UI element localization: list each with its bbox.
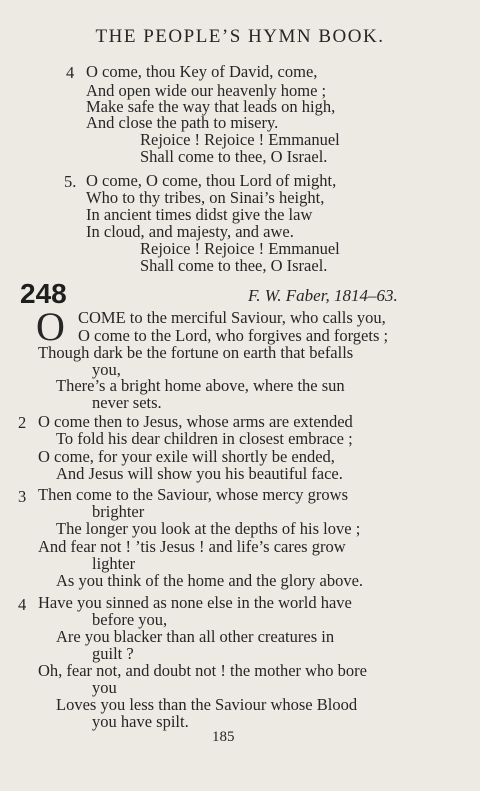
verse-line: Who to thy tribes, on Sinai’s height,: [86, 188, 325, 207]
verse-line: To fold his dear children in closest embrace ;: [56, 429, 353, 448]
verse-line: before you,: [92, 610, 168, 629]
verse-line: O come to the Lord, who forgives and forgets ;: [78, 326, 389, 345]
verse-line: O come, for your exile will shortly be ended,: [38, 447, 335, 466]
page-number: 185: [212, 729, 235, 745]
verse-line: Though dark be the fortune on earth that befalls: [38, 343, 354, 362]
verse-line: you have spilt.: [92, 712, 189, 731]
hymn-number: 248: [20, 278, 67, 309]
refrain-line: Shall come to thee, O Israel.: [140, 147, 328, 166]
hymn-author: F. W. Faber, 1814–63.: [248, 286, 398, 305]
verse-line: guilt ?: [92, 644, 134, 663]
verse-line: Oh, fear not, and doubt not ! the mother who bore: [38, 661, 368, 680]
verse-line: you: [92, 678, 117, 697]
verse-number: 5.: [64, 172, 77, 191]
drop-cap: O: [36, 304, 65, 349]
verse-line: Are you blacker than all other creatures in: [56, 627, 335, 646]
refrain-line: Rejoice ! Rejoice ! Emmanuel: [140, 130, 340, 149]
verse-line: The longer you look at the depths of his love ;: [56, 519, 361, 538]
verse-number: 4: [66, 63, 75, 82]
verse-line: lighter: [92, 554, 136, 573]
verse-line: And Jesus will show you his beautiful face.: [56, 464, 343, 483]
verse-number: 2: [18, 413, 27, 432]
refrain-line: Rejoice ! Rejoice ! Emmanuel: [140, 239, 340, 258]
verse-line: Have you sinned as none else in the world have: [38, 593, 352, 612]
verse-line: O come, thou Key of David, come,: [86, 62, 318, 81]
verse-line: There’s a bright home above, where the sun: [56, 376, 345, 395]
verse-line: In cloud, and majesty, and awe.: [86, 222, 294, 241]
verse-line: Make safe the way that leads on high,: [86, 97, 336, 116]
verse-line: And fear not ! ’tis Jesus ! and life’s cares grow: [38, 537, 346, 556]
verse-number: 3: [18, 487, 27, 506]
verse-line: Loves you less than the Saviour whose Blood: [56, 695, 358, 714]
running-header: THE PEOPLE’S HYMN BOOK.: [95, 26, 385, 47]
verse-line: brighter: [92, 502, 145, 521]
verse-line: Then come to the Saviour, whose mercy grows: [38, 485, 349, 504]
verse-line: you,: [92, 360, 121, 379]
refrain-line: Shall come to thee, O Israel.: [140, 256, 328, 275]
verse-line: As you think of the home and the glory above.: [56, 571, 364, 590]
verse-line: In ancient times didst give the law: [86, 205, 313, 224]
verse-line: COME to the merciful Saviour, who calls you,: [78, 308, 386, 327]
verse-number: 4: [18, 595, 27, 614]
verse-line: O come then to Jesus, whose arms are extended: [38, 412, 353, 431]
verse-line: And open wide our heavenly home ;: [86, 81, 327, 100]
verse-line: And close the path to misery.: [86, 113, 279, 132]
verse-line: O come, O come, thou Lord of might,: [86, 171, 337, 190]
verse-line: never sets.: [92, 393, 162, 412]
